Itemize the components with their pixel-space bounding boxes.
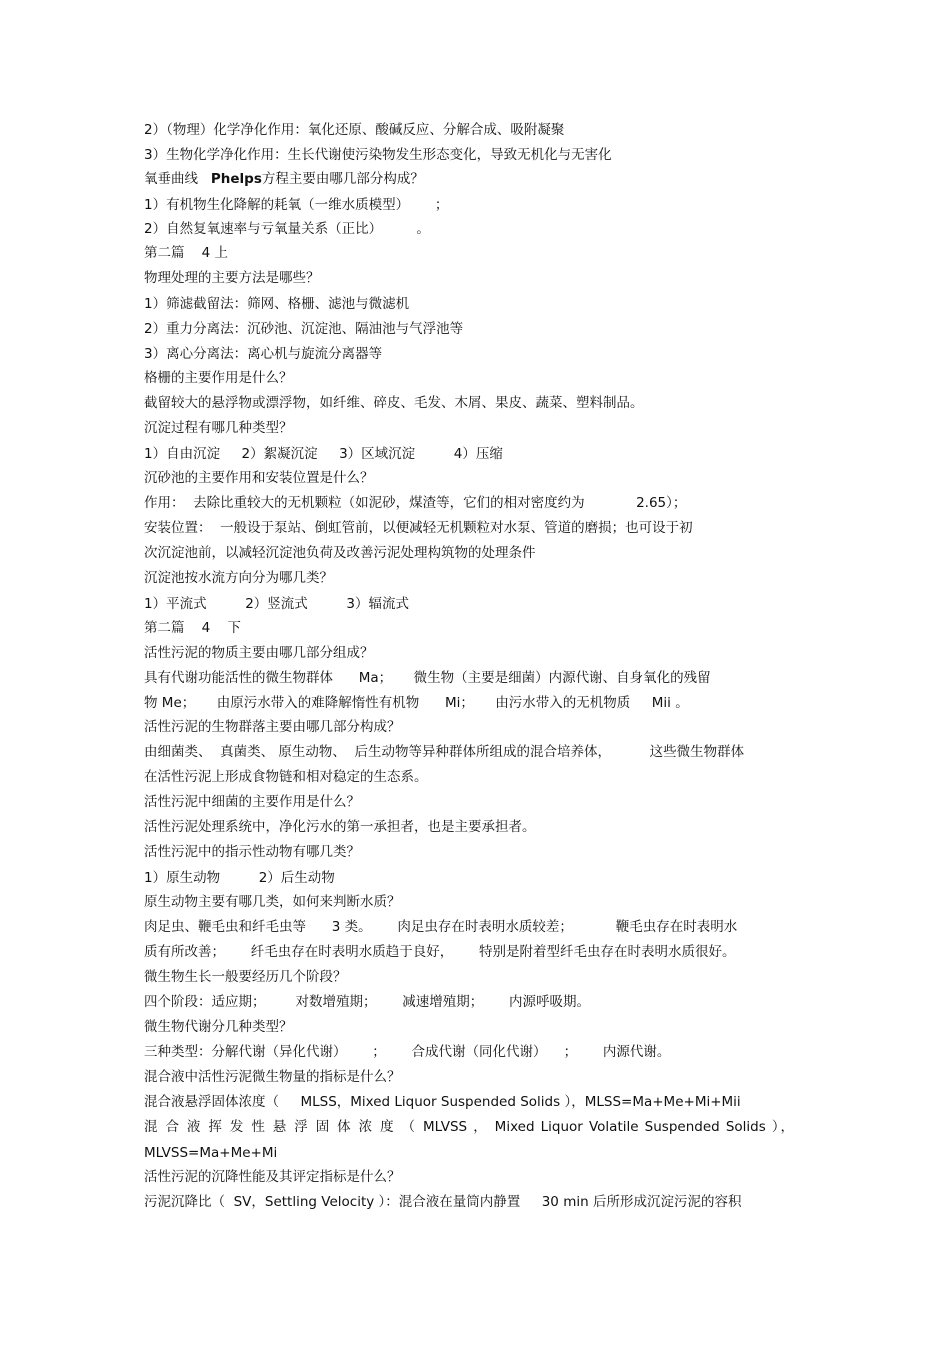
section-heading: 第二篇 4 下 [144, 620, 241, 636]
text-span: 氧垂曲线 [144, 171, 198, 187]
question-line: 活性污泥中细菌的主要作用是什么？ [144, 794, 360, 810]
text-line: 活性污泥处理系统中，净化污水的第一承担者，也是主要承担者。 [144, 819, 536, 835]
question-line: 沉淀过程有哪几种类型？ [144, 420, 293, 436]
question-line: 原生动物主要有哪几类，如何来判断水质？ [144, 894, 401, 910]
question-line: 格栅的主要作用是什么？ [144, 370, 293, 386]
text-line: 2）自然复氧速率与亏氧量关系（正比） 。 [144, 221, 430, 237]
text-line: 由细菌类、 真菌类、 原生动物、 后生动物等异种群体所组成的混合培养体， 这些微生物群体 [144, 744, 745, 760]
text-line: 次沉淀池前，以减轻沉淀池负荷及改善污泥处理构筑物的处理条件 [144, 545, 536, 561]
text-line: 污泥沉降比（ SV，Settling Velocity ）：混合液在量筒内静置 30 min 后所形成沉淀污泥的容积 [144, 1194, 742, 1210]
question-line: 微生物代谢分几种类型？ [144, 1019, 293, 1035]
question-line: 微生物生长一般要经历几个阶段？ [144, 969, 347, 985]
question-line: 活性污泥的物质主要由哪几部分组成？ [144, 645, 374, 661]
text-line: MLVSS=Ma+Me+Mi [144, 1145, 278, 1161]
question-line: 活性污泥的生物群落主要由哪几部分构成？ [144, 719, 401, 735]
text-line: 2）重力分离法：沉砂池、沉淀池、隔油池与气浮池等 [144, 321, 464, 337]
section-heading: 第二篇 4 上 [144, 245, 229, 261]
text-line: 混 合 液 挥 发 性 悬 浮 固 体 浓 度 （ MLVSS ， Mixed Liquor Volatile Suspended Solids ）， [144, 1119, 794, 1135]
text-line: 四个阶段：适应期； 对数增殖期； 减速增殖期； 内源呼吸期。 [144, 994, 591, 1010]
text-line: 2）（物理）化学净化作用：氧化还原、酸碱反应、分解合成、吸附凝聚 [144, 122, 565, 138]
text-line: 3）离心分离法：离心机与旋流分离器等 [144, 346, 383, 362]
question-line: 活性污泥中的指示性动物有哪几类？ [144, 844, 360, 860]
text-line: 混合液悬浮固体浓度（ MLSS，Mixed Liquor Suspended Solids ），MLSS=Ma+Me+Mi+Mii [144, 1094, 741, 1110]
text-line: 物 Me； 由原污水带入的难降解惰性有机物 Mi； 由污水带入的无机物质 Mii 。 [144, 695, 689, 711]
text-line: 三种类型：分解代谢（异化代谢） ； 合成代谢（同化代谢） ； 内源代谢。 [144, 1044, 671, 1060]
text-line: 在活性污泥上形成食物链和相对稳定的生态系。 [144, 769, 428, 785]
text-line: 质有所改善； 纤毛虫存在时表明水质趋于良好， 特别是附着型纤毛虫存在时表明水质很好。 [144, 944, 736, 960]
question-line: 混合液中活性污泥微生物量的指标是什么？ [144, 1069, 401, 1085]
text-line: 3）生物化学净化作用：生长代谢使污染物发生形态变化，导致无机化与无害化 [144, 147, 612, 163]
text-line: 1）筛滤截留法：筛网、格栅、滤池与微滤机 [144, 296, 410, 312]
phelps-bold: Phelps [210, 171, 262, 187]
question-line: 活性污泥的沉降性能及其评定指标是什么？ [144, 1169, 401, 1185]
text-line: 1）有机物生化降解的耗氧（一维水质模型） ； [144, 197, 449, 213]
text-line: 肉足虫、鞭毛虫和纤毛虫等 3 类。 肉足虫存在时表明水质较差； 鞭毛虫存在时表明水 [144, 919, 738, 935]
text-line: 截留较大的悬浮物或漂浮物，如纤维、碎皮、毛发、木屑、果皮、蔬菜、塑料制品。 [144, 395, 644, 411]
text-line: 安装位置： 一般设于泵站、倒虹管前，以便减轻无机颗粒对水泵、管道的磨损；也可设于初 [144, 520, 693, 536]
text-line: 具有代谢功能活性的微生物群体 Ma； 微生物（主要是细菌）内源代谢、自身氧化的残留 [144, 670, 711, 686]
question-line: 沉砂池的主要作用和安装位置是什么？ [144, 470, 374, 486]
question-line: 物理处理的主要方法是哪些？ [144, 270, 320, 286]
text-line: 1）平流式 2）竖流式 3）辐流式 [144, 596, 410, 612]
text-line: 作用： 去除比重较大的无机颗粒（如泥砂，煤渣等，它们的相对密度约为 2.65）； [144, 495, 687, 511]
text-line: 1）自由沉淀 2）絮凝沉淀 3）区域沉淀 4）压缩 [144, 446, 503, 462]
text-span: 方程主要由哪几部分构成？ [261, 171, 424, 187]
question-line: 沉淀池按水流方向分为哪几类？ [144, 570, 333, 586]
text-line: 1）原生动物 2）后生动物 [144, 870, 335, 886]
text-line-phelps [144, 171, 424, 187]
